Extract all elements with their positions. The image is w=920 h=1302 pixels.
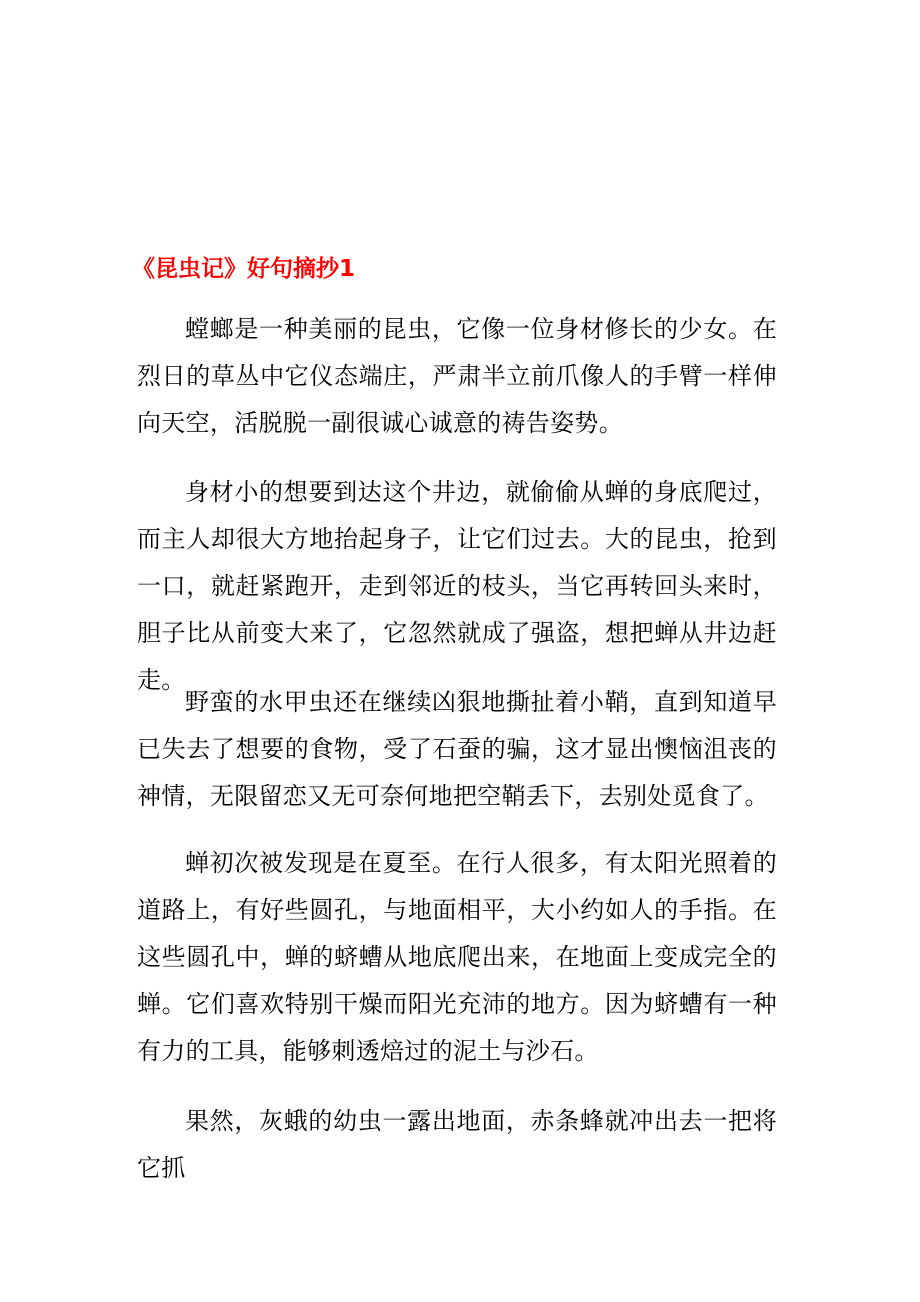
paragraph-water-beetle: 野蛮的水甲虫还在继续凶狠地撕扯着小鞘，直到知道早已失去了想要的食物，受了石蚕的骗，这才显出懊恼沮丧的神情，无限留恋又无可奈何地把空鞘丢下，去别处觅食了。 — [137, 688, 777, 810]
paragraph-cicada-well: 身材小的想要到达这个井边，就偷偷从蝉的身底爬过，而主人却很大方地抬起身子，让它们过去。大的昆虫，抢到一口，就赶紧跑开，走到邻近的枝头，当它再转回头来时，胆子比从前变大来了，它忽然就成了强盗，想把蝉从井边赶走。 — [137, 478, 777, 694]
paragraph-wasp: 果然，灰蛾的幼虫一露出地面，赤条蜂就冲出去一把将它抓 — [137, 1107, 777, 1182]
paragraph-mantis: 螳螂是一种美丽的昆虫，它像一位身材修长的少女。在烈日的草丛中它仪态端庄，严肃半立前爪像人的手臂一样伸向天空，活脱脱一副很诚心诚意的祷告姿势。 — [137, 315, 777, 437]
document-title: 《昆虫记》好句摘抄1 — [132, 256, 356, 282]
paragraph-cicada-summer: 蝉初次被发现是在夏至。在行人很多，有太阳光照着的道路上，有好些圆孔，与地面相平，大小约如人的手指。在这些圆孔中，蝉的蛴螬从地底爬出来，在地面上变成完全的蝉。它们喜欢特别干燥而阳光充沛的地方。因为蛴螬有一种有力的工具，能够刺透焙过的泥土与沙石。 — [137, 849, 777, 1065]
